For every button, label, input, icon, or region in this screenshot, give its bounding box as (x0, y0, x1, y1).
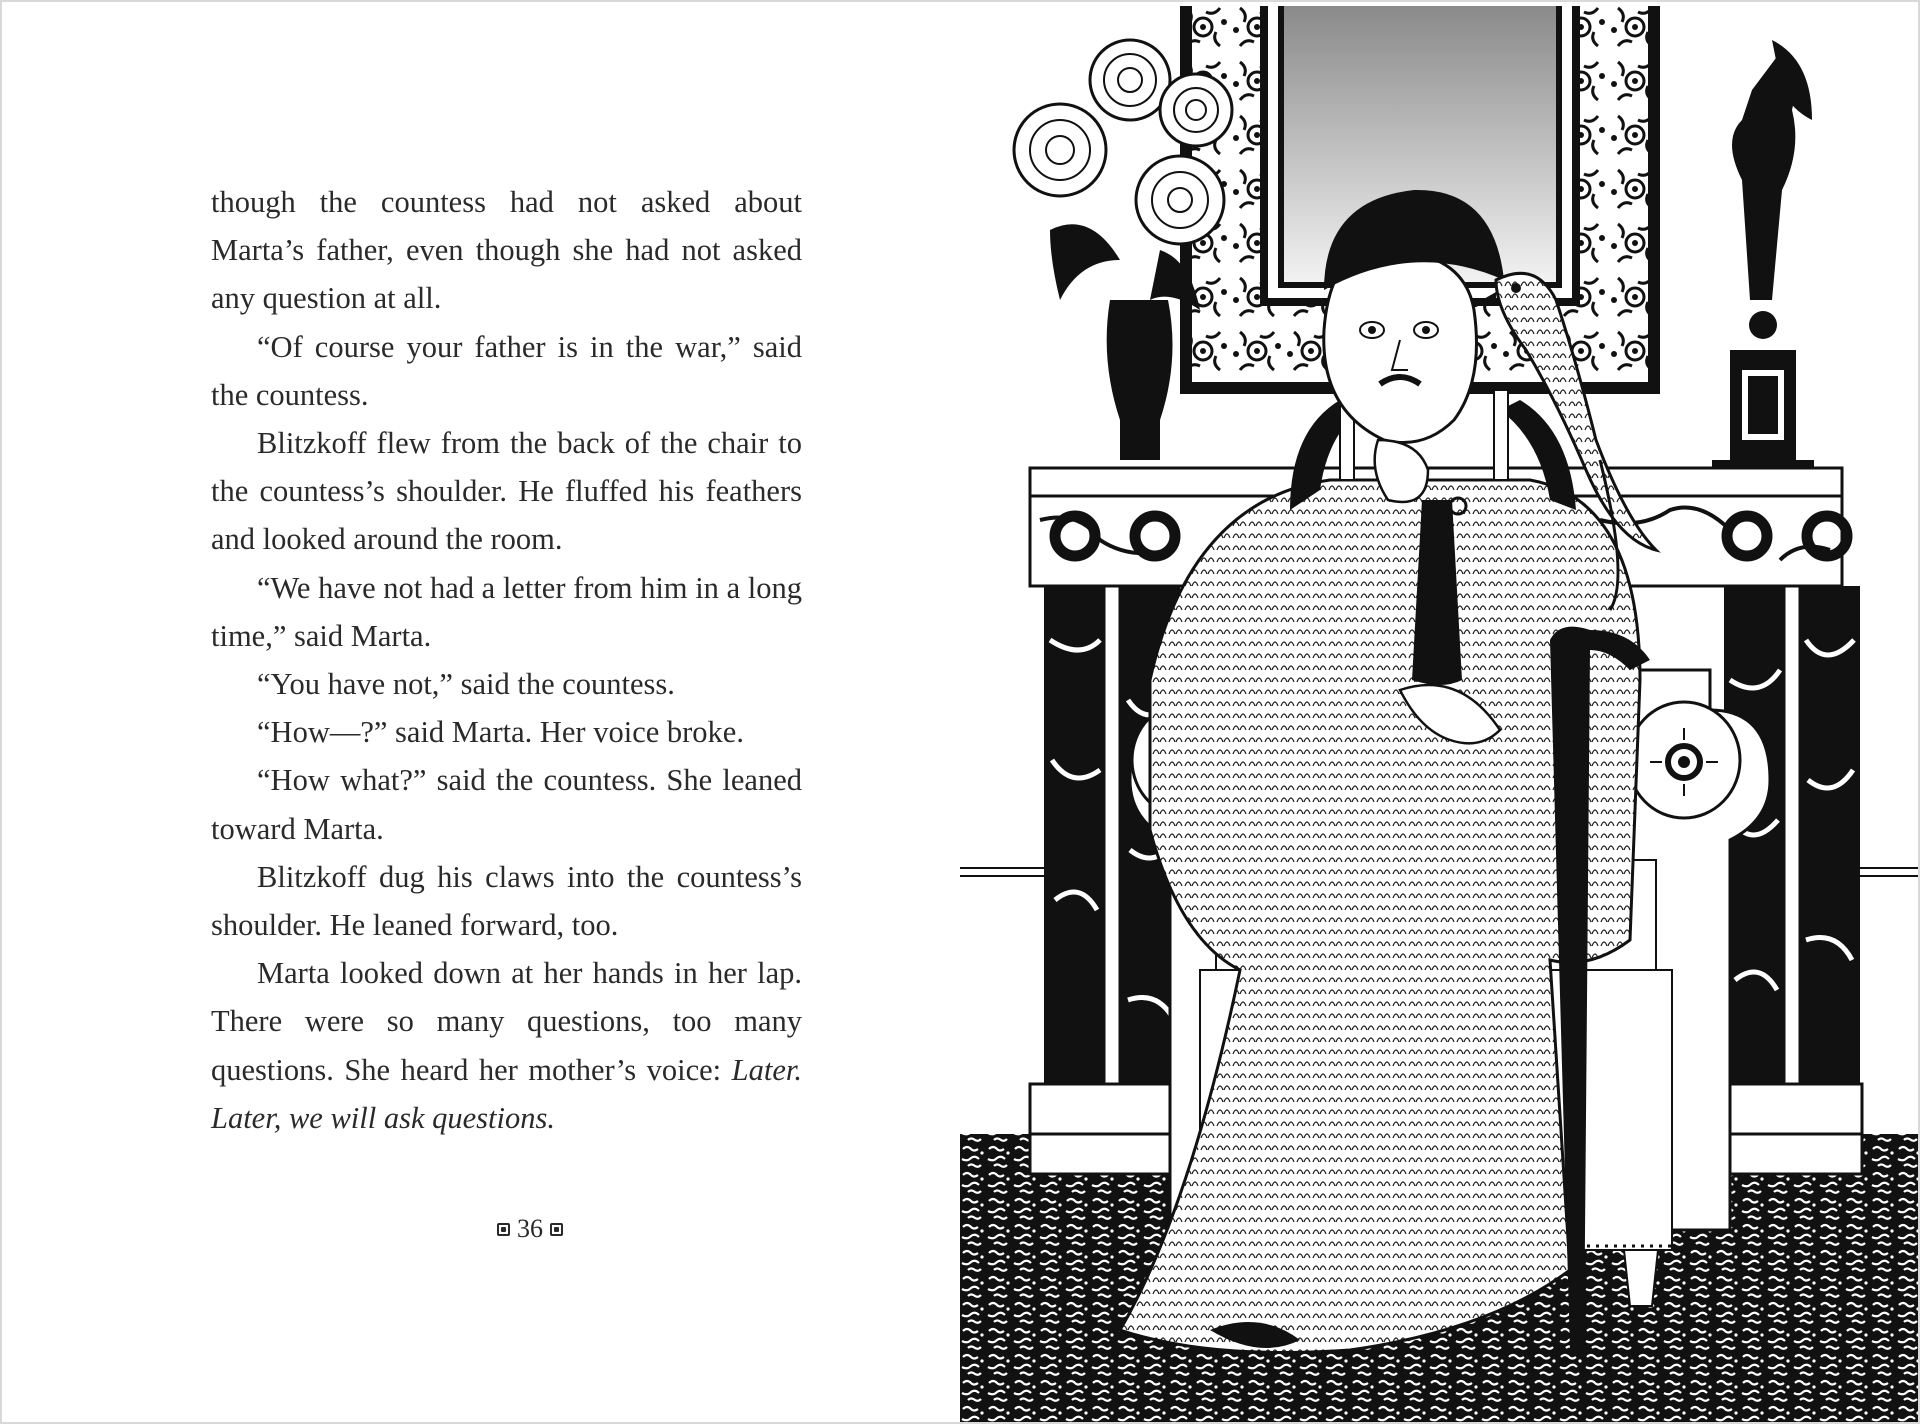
paragraph: “You have not,” said the countess. (257, 667, 675, 702)
folio-ornament-left-icon (497, 1223, 510, 1236)
paragraph-last-text: Marta looked down at her hands in her lap. There were so many questions, too many questions. She heard her mother’s voice: (211, 956, 802, 1087)
paragraph: Blitzkoff dug his claws into the countess’s shoulder. He leaned forward, too. (211, 859, 802, 943)
paragraph: “We have not had a letter from him in a long time,” said Marta. (211, 570, 802, 653)
italic-thought: Later. Later, we will ask questions. (211, 1052, 802, 1135)
illustration-countess (960, 0, 1920, 1424)
paragraph: Blitzkoff flew from the back of the chair to the countess’s shoulder. He fluffed his feathers and looked around the room. (211, 426, 802, 557)
paragraph: though the countess had not asked about Marta’s father, even though she had not asked any question at all. (211, 185, 802, 316)
paragraph: “How what?” said the countess. She leaned toward Marta. (211, 763, 802, 846)
body-text (211, 178, 802, 1142)
page-number (490, 1214, 570, 1244)
page-number-text: 36 (517, 1214, 543, 1243)
paragraph-last (211, 949, 802, 1142)
paragraph: “Of course your father is in the war,” said the countess. (211, 329, 802, 412)
folio-ornament-right-icon (550, 1223, 563, 1236)
paragraph: “How—?” said Marta. Her voice broke. (257, 715, 744, 750)
